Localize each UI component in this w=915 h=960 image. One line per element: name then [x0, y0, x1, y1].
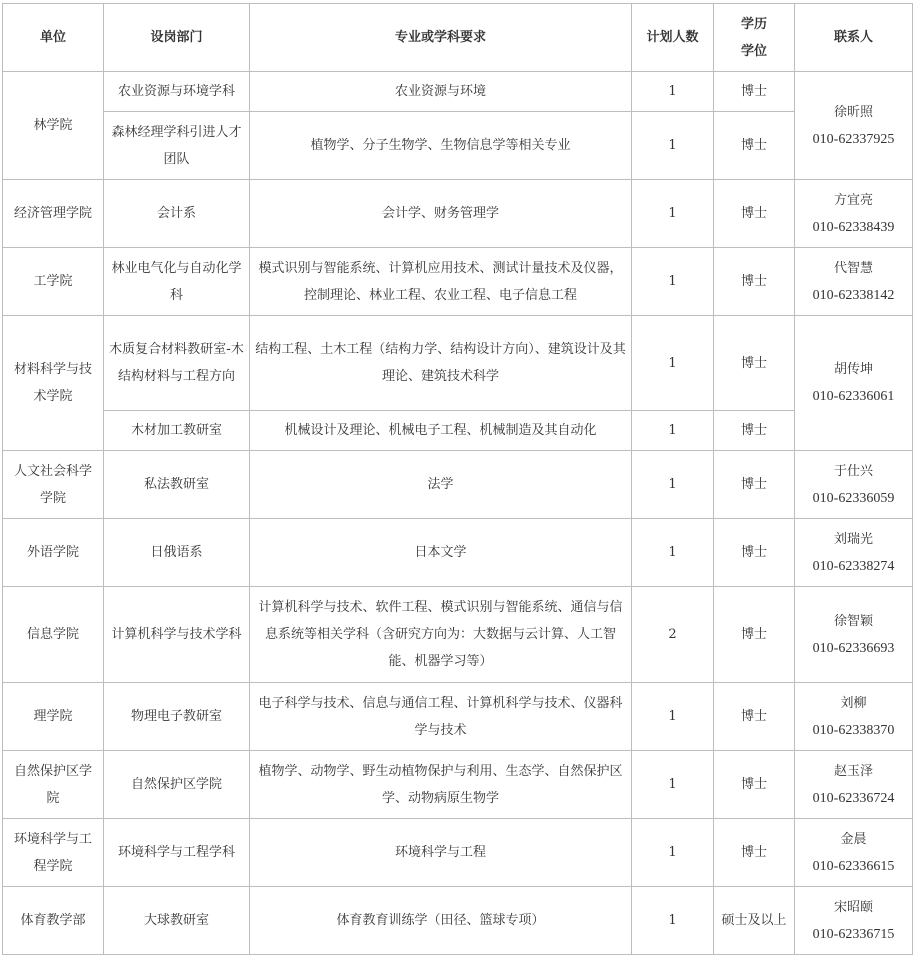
cell-contact [795, 519, 913, 587]
table-row [3, 683, 913, 751]
cell-unit: 理学院 [3, 683, 104, 751]
cell-count: 1 [632, 887, 714, 955]
cell-dept: 物理电子教研室 [104, 683, 250, 751]
cell-major: 计算机科学与技术、软件工程、模式识别与智能系统、通信与信息系统等相关学科（含研究方向为：大数据与云计算、人工智能、机器学习等） [250, 587, 632, 683]
cell-unit: 外语学院 [3, 519, 104, 587]
contact-name: 胡传坤 [833, 362, 873, 377]
contact-name: 方宜亮 [833, 192, 873, 208]
contact-name: 刘瑞光 [833, 531, 873, 547]
cell-count: 1 [632, 411, 714, 451]
table-row [3, 72, 913, 112]
cell-dept: 环境科学与工程学科 [104, 819, 250, 887]
cell-count: 1 [632, 248, 714, 316]
cell-contact [795, 887, 913, 955]
contact-phone: 010-62338370 [812, 722, 895, 738]
contact-name: 徐昕照 [833, 104, 873, 120]
cell-contact [795, 751, 913, 819]
contact-phone: 010-62338439 [812, 219, 895, 235]
cell-degree: 博士 [714, 819, 795, 887]
contact-phone: 010-62336059 [812, 490, 895, 506]
cell-contact [795, 248, 913, 316]
table-row [3, 451, 913, 519]
contact-name: 金晨 [840, 831, 867, 847]
cell-contact [795, 451, 913, 519]
header-major: 专业或学科要求 [250, 4, 632, 72]
cell-degree: 博士 [714, 180, 795, 248]
contact-name: 刘柳 [840, 695, 867, 711]
cell-count: 1 [632, 519, 714, 587]
contact-phone: 010-62336715 [812, 926, 895, 942]
header-unit: 单位 [3, 4, 104, 72]
cell-unit: 信息学院 [3, 587, 104, 683]
cell-count: 1 [632, 180, 714, 248]
cell-major: 植物学、动物学、野生动植物保护与利用、生态学、自然保护区学、动物病原生物学 [250, 751, 632, 819]
table-row [3, 112, 913, 180]
cell-count: 1 [632, 112, 714, 180]
cell-major: 模式识别与智能系统、计算机应用技术、测试计量技术及仪器，控制理论、林业工程、农业工程、电子信息工程 [250, 248, 632, 316]
cell-major: 环境科学与工程 [250, 819, 632, 887]
cell-dept: 私法教研室 [104, 451, 250, 519]
table-row [3, 519, 913, 587]
cell-count: 1 [632, 751, 714, 819]
table-row [3, 180, 913, 248]
header-contact: 联系人 [795, 4, 913, 72]
cell-dept: 木材加工教研室 [104, 411, 250, 451]
cell-count: 1 [632, 451, 714, 519]
cell-major: 植物学、分子生物学、生物信息学等相关专业 [250, 112, 632, 180]
contact-phone: 010-62336615 [812, 858, 895, 874]
cell-degree: 博士 [714, 451, 795, 519]
cell-major: 机械设计及理论、机械电子工程、机械制造及其自动化 [250, 411, 632, 451]
cell-unit: 环境科学与工程学院 [3, 819, 104, 887]
table-row [3, 819, 913, 887]
cell-major: 会计学、财务管理学 [250, 180, 632, 248]
contact-name: 于仕兴 [833, 463, 873, 479]
cell-major: 结构工程、土木工程（结构力学、结构设计方向）、建筑设计及其理论、建筑技术科学 [250, 316, 632, 411]
cell-degree: 硕士及以上 [714, 887, 795, 955]
cell-unit: 经济管理学院 [3, 180, 104, 248]
table-row [3, 751, 913, 819]
cell-degree: 博士 [714, 72, 795, 112]
cell-count: 1 [632, 683, 714, 751]
table-row [3, 316, 913, 411]
recruitment-table [2, 3, 913, 955]
cell-dept: 日俄语系 [104, 519, 250, 587]
cell-degree: 博士 [714, 683, 795, 751]
cell-degree: 博士 [714, 248, 795, 316]
contact-name: 徐智颖 [833, 613, 873, 629]
cell-count: 2 [632, 587, 714, 683]
header-dept: 设岗部门 [104, 4, 250, 72]
cell-major: 体育教育训练学（田径、篮球专项） [250, 887, 632, 955]
contact-phone: 010-62336061 [812, 389, 895, 404]
cell-degree: 博士 [714, 411, 795, 451]
cell-contact [795, 819, 913, 887]
cell-count: 1 [632, 819, 714, 887]
contact-phone: 010-62336724 [812, 790, 895, 806]
cell-dept: 计算机科学与技术学科 [104, 587, 250, 683]
cell-major: 电子科学与技术、信息与通信工程、计算机科学与技术、仪器科学与技术 [250, 683, 632, 751]
cell-unit: 材料科学与技术学院 [3, 316, 104, 451]
header-count: 计划人数 [632, 4, 714, 72]
cell-contact [795, 316, 913, 451]
cell-dept: 自然保护区学院 [104, 751, 250, 819]
cell-unit: 工学院 [3, 248, 104, 316]
cell-contact [795, 587, 913, 683]
table-row [3, 411, 913, 451]
cell-unit: 体育教学部 [3, 887, 104, 955]
cell-contact [795, 72, 913, 180]
cell-count: 1 [632, 316, 714, 411]
table-row [3, 248, 913, 316]
cell-degree: 博士 [714, 587, 795, 683]
contact-name: 赵玉泽 [833, 763, 873, 779]
table-row [3, 887, 913, 955]
cell-contact [795, 683, 913, 751]
contact-name: 代智慧 [833, 260, 873, 276]
contact-phone: 010-62336693 [812, 640, 895, 656]
cell-dept: 森林经理学科引进人才团队 [104, 112, 250, 180]
contact-phone: 010-62338142 [812, 287, 895, 303]
cell-degree: 博士 [714, 112, 795, 180]
cell-dept: 会计系 [104, 180, 250, 248]
cell-dept: 农业资源与环境学科 [104, 72, 250, 112]
header-degree: 学历 学位 [714, 4, 795, 72]
cell-unit: 自然保护区学院 [3, 751, 104, 819]
table-row [3, 587, 913, 683]
cell-count: 1 [632, 72, 714, 112]
cell-major: 日本文学 [250, 519, 632, 587]
cell-degree: 博士 [714, 316, 795, 411]
contact-phone: 010-62337925 [812, 131, 895, 147]
cell-dept: 木质复合材料教研室-木结构材料与工程方向 [104, 316, 250, 411]
cell-unit: 人文社会科学学院 [3, 451, 104, 519]
cell-degree: 博士 [714, 751, 795, 819]
cell-contact [795, 180, 913, 248]
contact-phone: 010-62338274 [812, 558, 895, 574]
cell-degree: 博士 [714, 519, 795, 587]
cell-major: 法学 [250, 451, 632, 519]
contact-name: 宋昭颐 [833, 899, 873, 915]
cell-major: 农业资源与环境 [250, 72, 632, 112]
cell-unit: 林学院 [3, 72, 104, 180]
header-row [3, 4, 913, 72]
cell-dept: 林业电气化与自动化学科 [104, 248, 250, 316]
cell-dept: 大球教研室 [104, 887, 250, 955]
